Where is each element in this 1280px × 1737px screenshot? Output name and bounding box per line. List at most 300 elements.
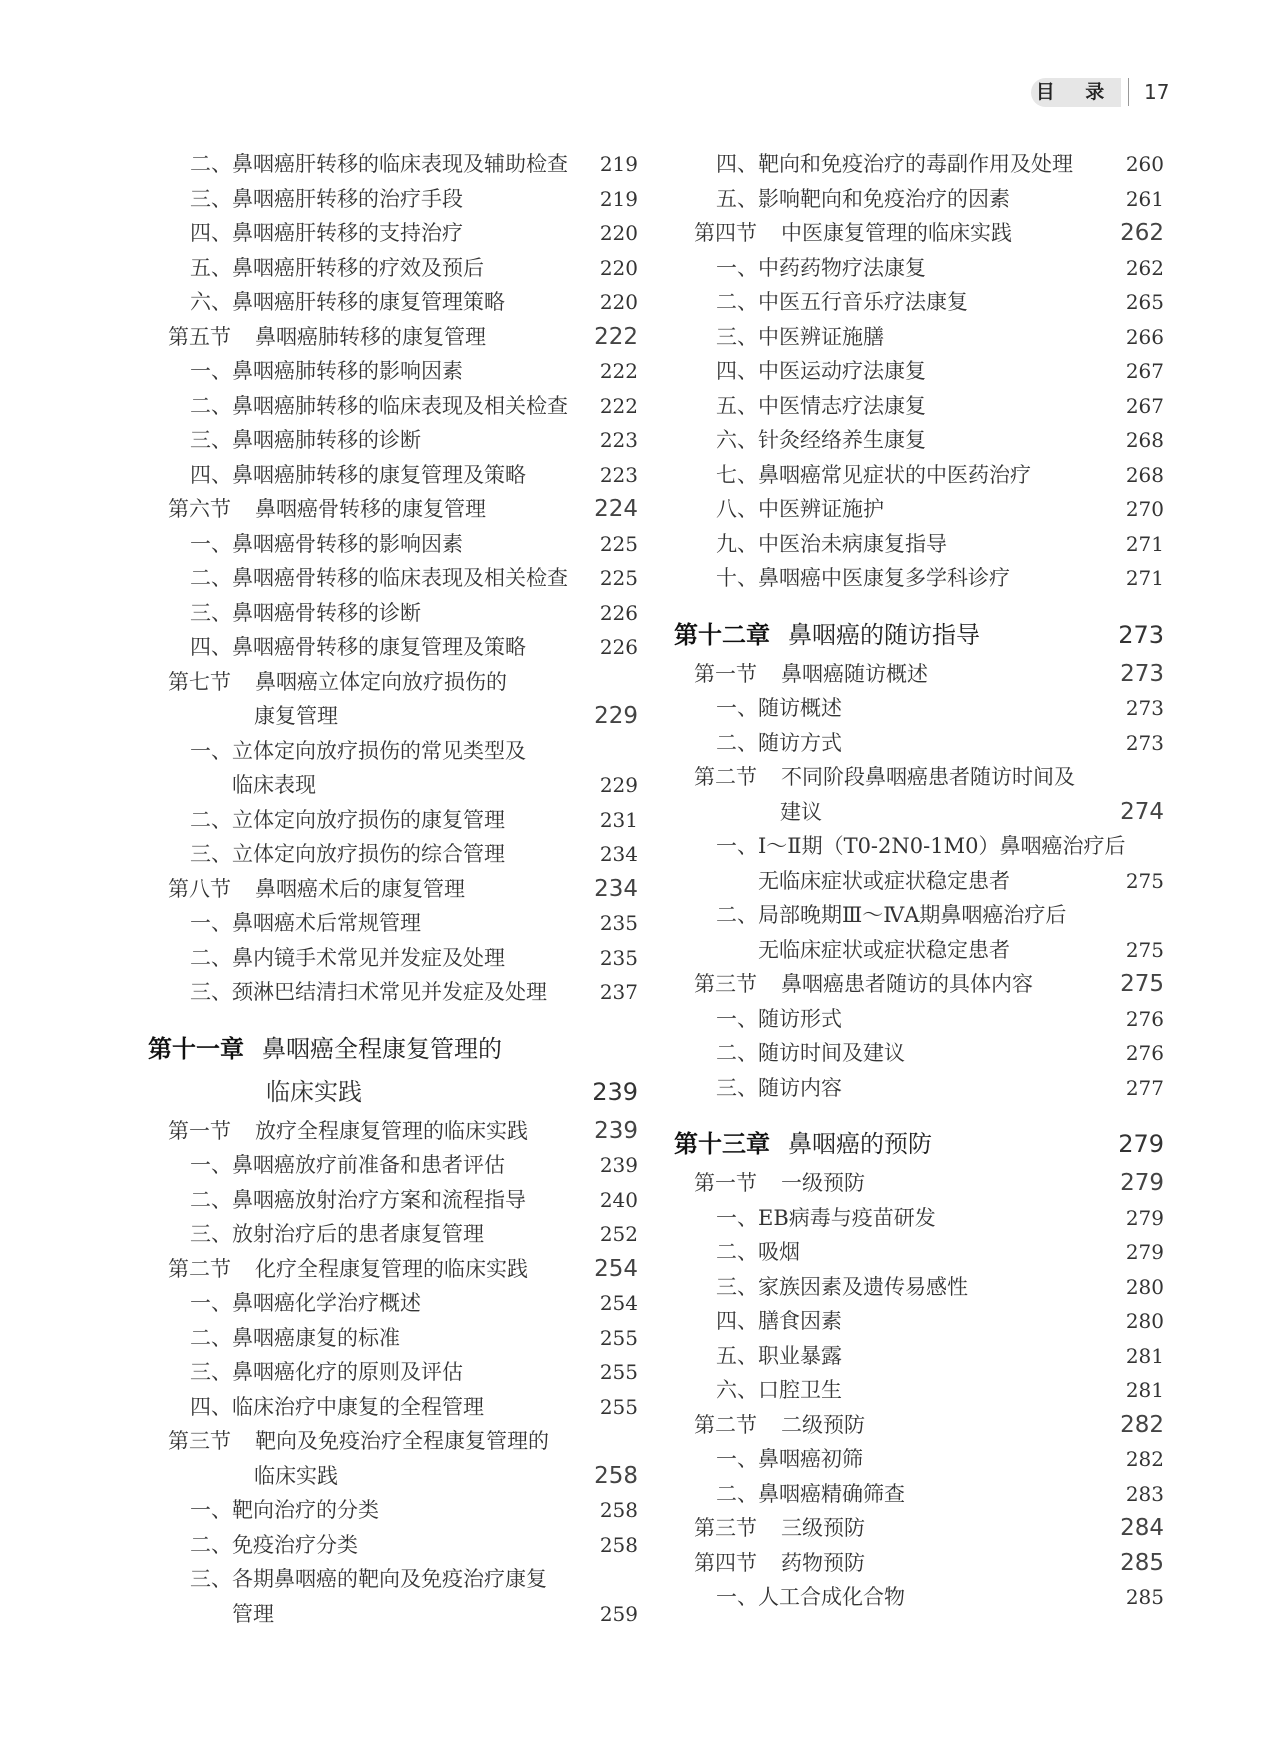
toc-entry-title-text: 三、颈淋巴结清扫术常见并发症及处理: [190, 980, 547, 1004]
toc-chapter-entry[interactable]: [674, 1123, 1164, 1166]
toc-entry-title: [716, 492, 884, 527]
toc-item-entry[interactable]: [148, 216, 638, 251]
toc-entry-title-text: 中医康复管理的临床实践: [781, 221, 1012, 245]
toc-item-entry[interactable]: [674, 1339, 1164, 1374]
toc-item-entry[interactable]: [674, 1270, 1164, 1305]
toc-item-entry[interactable]: [148, 423, 638, 458]
toc-left-column: [148, 147, 638, 1631]
toc-page-number: 281: [1125, 1378, 1164, 1402]
toc-entry-title-text: 二、局部晚期Ⅲ～ⅣA期鼻咽癌治疗后: [716, 903, 1067, 927]
toc-entry-title: [716, 726, 842, 761]
toc-item-entry[interactable]: [674, 1201, 1164, 1236]
toc-entry-title: [190, 1217, 484, 1252]
toc-entry-title: [190, 1183, 526, 1218]
toc-page-number: 267: [1125, 393, 1164, 418]
toc-entry-title-text: 二、鼻咽癌康复的标准: [190, 1325, 400, 1350]
toc-entry-title: [716, 829, 1125, 898]
toc-entry-label: 第一节: [694, 1171, 757, 1195]
toc-entry-title-text: 三、中医辨证施膳: [716, 324, 884, 349]
toc-entry-title-text: 二、鼻咽癌肝转移的临床表现及辅助检查: [190, 152, 568, 176]
toc-entry-title: [190, 458, 526, 493]
toc-item-entry[interactable]: [674, 1442, 1164, 1477]
toc-entry-title: [190, 1528, 358, 1563]
toc-entry-title: [716, 182, 1010, 217]
toc-page-number: 255: [599, 1325, 638, 1350]
toc-entry-title-text: 一、鼻咽癌初筛: [716, 1447, 863, 1471]
toc-entry-title: [716, 458, 1031, 493]
toc-page-number: 285: [1120, 1549, 1164, 1576]
toc-right-column: [674, 147, 1164, 1615]
toc-entry-title: [716, 147, 1073, 182]
toc-page-number: 254: [594, 1255, 638, 1282]
toc-entry-title-text: 不同阶段鼻咽癌患者随访时间及: [781, 765, 1075, 789]
toc-entry-title-text: 四、鼻咽癌骨转移的康复管理及策略: [190, 635, 526, 659]
toc-page-number: 279: [1125, 1240, 1164, 1264]
toc-entry-label: 第三节: [168, 1429, 231, 1453]
toc-page-number: 280: [1125, 1309, 1164, 1333]
toc-entry-title-text: 三、鼻咽癌肺转移的诊断: [190, 428, 421, 452]
toc-page-number: 255: [599, 1394, 638, 1419]
toc-item-entry[interactable]: [148, 630, 638, 665]
toc-page-number: 222: [599, 393, 638, 418]
toc-page-number: 225: [599, 531, 638, 556]
toc-entry-title-text: 四、临床治疗中康复的全程管理: [190, 1394, 484, 1419]
toc-page-number: 276: [1125, 1041, 1164, 1065]
toc-item-entry[interactable]: [148, 458, 638, 493]
toc-item-entry[interactable]: [674, 492, 1164, 527]
toc-entry-title-text: 四、膳食因素: [716, 1309, 842, 1333]
toc-entry-title: [694, 967, 1033, 1002]
toc-item-entry[interactable]: [148, 251, 638, 286]
toc-item-entry[interactable]: [674, 527, 1164, 562]
toc-entry-title-text: 鼻咽癌骨转移的康复管理: [255, 497, 486, 521]
toc-entry-title-text: 二、鼻咽癌放射治疗方案和流程指导: [190, 1187, 526, 1212]
toc-chapter-entry[interactable]: [148, 1028, 638, 1114]
toc-section-entry[interactable]: [148, 1252, 638, 1287]
toc-page-number: 226: [599, 635, 638, 659]
toc-item-entry[interactable]: [674, 1580, 1164, 1615]
toc-entry-title: [716, 251, 926, 286]
toc-section-entry[interactable]: [674, 657, 1164, 692]
toc-entry-title-continued: 管理: [232, 1601, 274, 1626]
toc-entry-title-text: 五、中医情志疗法康复: [716, 393, 926, 418]
toc-entry-title-text: 鼻咽癌随访概述: [781, 661, 928, 686]
toc-page-number: 223: [599, 428, 638, 452]
toc-page-number: 273: [1125, 730, 1164, 755]
toc-entry-label: 第二节: [694, 765, 757, 789]
toc-item-entry[interactable]: [674, 458, 1164, 493]
toc-entry-title: [190, 941, 505, 976]
toc-entry-title: [716, 898, 1066, 967]
toc-entry-label: 第二节: [168, 1256, 231, 1281]
toc-page-number: 266: [1125, 324, 1164, 349]
toc-page-number: 239: [599, 1153, 638, 1177]
toc-page-number: 275: [1125, 937, 1164, 962]
toc-entry-label: 第四节: [694, 1550, 757, 1575]
toc-item-entry[interactable]: [674, 1071, 1164, 1106]
toc-page-number: 268: [1125, 462, 1164, 487]
toc-entry-title-text: 鼻咽癌全程康复管理的: [262, 1034, 502, 1063]
toc-page-number: 235: [599, 911, 638, 935]
toc-entry-title: [190, 1562, 547, 1631]
toc-entry-title-text: 九、中医治未病康复指导: [716, 531, 947, 556]
header-page-number: 17: [1144, 80, 1170, 104]
toc-item-entry[interactable]: [674, 1477, 1164, 1512]
toc-entry-title-text: 一、EB病毒与疫苗研发: [716, 1205, 936, 1230]
toc-page-number: 273: [1120, 660, 1164, 687]
toc-entry-title-text: 一级预防: [781, 1171, 865, 1195]
toc-item-entry[interactable]: [148, 803, 638, 838]
toc-entry-title-text: 二、鼻咽癌肺转移的临床表现及相关检查: [190, 393, 568, 418]
toc-item-entry[interactable]: [148, 147, 638, 182]
toc-entry-title-text: 一、Ⅰ～Ⅱ期（T0-2N0-1M0）鼻咽癌治疗后: [716, 834, 1126, 858]
toc-entry-title: [148, 1028, 502, 1114]
toc-entry-title: [716, 285, 968, 320]
toc-entry-title: [168, 1114, 528, 1149]
toc-page-number: 234: [594, 875, 638, 902]
toc-entry-title-text: 八、中医辨证施护: [716, 497, 884, 521]
toc-entry-title: [716, 691, 842, 726]
toc-entry-title: [716, 1036, 905, 1071]
toc-entry-label: 第一节: [694, 661, 757, 686]
toc-item-entry[interactable]: [674, 726, 1164, 761]
toc-page-number: 234: [599, 842, 638, 866]
toc-section-entry[interactable]: [674, 1511, 1164, 1546]
toc-entry-title: [716, 320, 884, 355]
toc-entry-title: [190, 1390, 484, 1425]
toc-section-entry[interactable]: [148, 1114, 638, 1149]
toc-entry-title: [168, 665, 507, 734]
toc-item-entry[interactable]: [148, 527, 638, 562]
toc-page-number: 254: [599, 1291, 638, 1315]
toc-entry-title-text: 一、鼻咽癌骨转移的影响因素: [190, 531, 463, 556]
toc-item-entry[interactable]: [674, 898, 1164, 967]
toc-page-number: 284: [1120, 1515, 1164, 1541]
toc-item-entry[interactable]: [148, 354, 638, 389]
toc-item-entry[interactable]: [674, 354, 1164, 389]
toc-item-entry[interactable]: [674, 561, 1164, 596]
toc-item-entry[interactable]: [674, 691, 1164, 726]
toc-section-entry[interactable]: [674, 1546, 1164, 1581]
toc-page-number: 222: [599, 359, 638, 383]
toc-entry-label: 第一节: [168, 1118, 231, 1143]
toc-chapter-entry[interactable]: [674, 614, 1164, 657]
toc-section-entry[interactable]: [148, 320, 638, 355]
toc-item-entry[interactable]: [148, 734, 638, 803]
toc-item-entry[interactable]: [148, 1355, 638, 1390]
toc-item-entry[interactable]: [674, 1002, 1164, 1037]
toc-item-entry[interactable]: [674, 1373, 1164, 1408]
toc-entry-title: [694, 1511, 865, 1546]
toc-entry-title-text: 三、随访内容: [716, 1075, 842, 1100]
toc-entry-label: 第五节: [168, 324, 231, 349]
toc-entry-title-text: 一、鼻咽癌放疗前准备和患者评估: [190, 1153, 505, 1177]
toc-section-entry[interactable]: [148, 492, 638, 527]
toc-entry-title: [168, 1252, 528, 1287]
toc-entry-title: [190, 285, 505, 320]
toc-entry-title-continued: 临床实践: [254, 1463, 338, 1488]
toc-entry-title: [716, 1477, 905, 1512]
toc-item-entry[interactable]: [674, 251, 1164, 286]
toc-item-entry[interactable]: [148, 1390, 638, 1425]
toc-page-number: 261: [1125, 186, 1164, 211]
toc-item-entry[interactable]: [148, 182, 638, 217]
toc-entry-title: [716, 561, 1010, 596]
toc-entry-title-text: 四、中医运动疗法康复: [716, 359, 926, 383]
toc-page-number: 282: [1120, 1411, 1164, 1438]
toc-section-entry[interactable]: [674, 967, 1164, 1002]
toc-item-entry[interactable]: [148, 285, 638, 320]
toc-entry-title: [190, 596, 421, 631]
toc-entry-title-text: 十、鼻咽癌中医康复多学科诊疗: [716, 566, 1010, 590]
toc-entry-title-text: 二、随访方式: [716, 730, 842, 755]
toc-entry-title: [716, 1339, 842, 1374]
toc-page-number: 281: [1125, 1343, 1164, 1368]
toc-entry-title-text: 化疗全程康复管理的临床实践: [255, 1256, 528, 1281]
toc-page-number: 285: [1125, 1585, 1164, 1609]
toc-entry-label: 第十二章: [674, 620, 770, 649]
toc-entry-title: [168, 1424, 549, 1493]
toc-item-entry[interactable]: [148, 1528, 638, 1563]
toc-item-entry[interactable]: [148, 1183, 638, 1218]
toc-entry-title: [190, 1286, 421, 1321]
toc-entry-title: [190, 389, 568, 424]
toc-item-entry[interactable]: [148, 596, 638, 631]
toc-entry-label: 第七节: [168, 669, 231, 694]
toc-page-number: 220: [599, 290, 638, 314]
toc-section-entry[interactable]: [674, 216, 1164, 251]
toc-page-number: 220: [599, 255, 638, 280]
toc-entry-label: 第八节: [168, 876, 231, 901]
toc-entry-title-text: 鼻咽癌立体定向放疗损伤的: [255, 669, 507, 694]
toc-page-number: 279: [1125, 1205, 1164, 1230]
toc-item-entry[interactable]: [148, 975, 638, 1010]
toc-entry-title-text: 三、家族因素及遗传易感性: [716, 1274, 968, 1299]
toc-section-entry[interactable]: [674, 1408, 1164, 1443]
toc-section-entry[interactable]: [148, 1424, 638, 1493]
toc-entry-title-text: 二、立体定向放疗损伤的康复管理: [190, 807, 505, 832]
toc-entry-title-text: 六、针灸经络养生康复: [716, 428, 926, 452]
toc-entry-title: [190, 1355, 463, 1390]
toc-page-number: 223: [599, 462, 638, 487]
toc-page-number: 265: [1125, 290, 1164, 314]
toc-entry-title-text: 三级预防: [781, 1516, 865, 1540]
toc-entry-title-text: 二、鼻咽癌精确筛查: [716, 1481, 905, 1506]
toc-page-number: 237: [599, 980, 638, 1004]
toc-entry-title: [694, 1166, 865, 1201]
toc-page-number: 235: [599, 945, 638, 970]
toc-entry-title-text: 五、影响靶向和免疫治疗的因素: [716, 186, 1010, 211]
toc-page-number: 222: [594, 323, 638, 350]
toc-page-number: 267: [1125, 359, 1164, 383]
toc-item-entry[interactable]: [674, 320, 1164, 355]
toc-item-entry[interactable]: [674, 285, 1164, 320]
toc-entry-title-text: 二、随访时间及建议: [716, 1041, 905, 1065]
toc-page-number: 262: [1125, 255, 1164, 280]
toc-entry-title-continued: 临床实践: [266, 1077, 362, 1106]
toc-entry-label: 第十三章: [674, 1130, 770, 1158]
toc-entry-title: [168, 320, 486, 355]
toc-entry-title-text: 三、放射治疗后的患者康复管理: [190, 1222, 484, 1246]
toc-page-number: 225: [599, 566, 638, 590]
toc-entry-title-text: 二级预防: [781, 1412, 865, 1437]
toc-entry-title-continued: 建议: [780, 799, 822, 824]
toc-entry-title: [716, 1201, 936, 1236]
toc-page-number: 229: [599, 773, 638, 797]
toc-item-entry[interactable]: [674, 1304, 1164, 1339]
toc-entry-label: 第二节: [694, 1412, 757, 1437]
toc-entry-title-text: 三、立体定向放疗损伤的综合管理: [190, 842, 505, 866]
toc-item-entry[interactable]: [148, 906, 638, 941]
toc-item-entry[interactable]: [674, 389, 1164, 424]
toc-page-number: 273: [1125, 696, 1164, 720]
toc-entry-title-text: 一、鼻咽癌术后常规管理: [190, 911, 421, 935]
toc-page-number: 239: [594, 1117, 638, 1144]
toc-page-number: 262: [1120, 220, 1164, 246]
toc-entry-title: [716, 1270, 968, 1305]
toc-entry-title-text: 一、鼻咽癌化学治疗概述: [190, 1291, 421, 1315]
toc-item-entry[interactable]: [148, 1217, 638, 1252]
toc-page-number: 229: [594, 703, 638, 729]
toc-entry-title-continued: 无临床症状或症状稳定患者: [758, 937, 1010, 962]
toc-page-number: 275: [1125, 868, 1164, 893]
toc-item-entry[interactable]: [674, 1235, 1164, 1270]
toc-item-entry[interactable]: [148, 837, 638, 872]
toc-entry-title-text: 靶向及免疫治疗全程康复管理的: [255, 1429, 549, 1453]
toc-page-number: 258: [594, 1462, 638, 1489]
toc-entry-title: [190, 975, 547, 1010]
toc-entry-title: [190, 216, 463, 251]
toc-page-number: 279: [1120, 1170, 1164, 1196]
header-section-label: 目 录: [1031, 78, 1121, 107]
toc-page-number: 271: [1125, 566, 1164, 590]
toc-section-entry[interactable]: [148, 665, 638, 734]
toc-entry-label: 第十一章: [148, 1034, 244, 1063]
toc-entry-title: [168, 872, 465, 907]
toc-entry-title-text: 三、鼻咽癌骨转移的诊断: [190, 600, 421, 625]
toc-item-entry[interactable]: [148, 389, 638, 424]
toc-entry-title: [190, 354, 463, 389]
toc-entry-title: [716, 527, 947, 562]
toc-entry-title: [694, 760, 1075, 829]
toc-entry-title-text: 三、各期鼻咽癌的靶向及免疫治疗康复: [190, 1567, 547, 1591]
toc-entry-title-text: 一、靶向治疗的分类: [190, 1498, 379, 1522]
toc-entry-title: [674, 614, 980, 657]
toc-item-entry[interactable]: [148, 1493, 638, 1528]
toc-entry-title: [716, 1002, 842, 1037]
toc-entry-title-text: 放疗全程康复管理的临床实践: [255, 1118, 528, 1143]
toc-page-number: 224: [594, 496, 638, 522]
toc-entry-title-text: 二、鼻咽癌骨转移的临床表现及相关检查: [190, 566, 568, 590]
toc-page-number: 231: [599, 807, 638, 832]
toc-entry-title-text: 二、免疫治疗分类: [190, 1532, 358, 1557]
toc-page-number: 258: [599, 1532, 638, 1557]
toc-page-number: 277: [1125, 1075, 1164, 1100]
toc-page-number: 274: [1120, 798, 1164, 825]
toc-entry-title: [190, 1321, 400, 1356]
toc-item-entry[interactable]: [674, 829, 1164, 898]
toc-page-number: 255: [599, 1360, 638, 1384]
toc-item-entry[interactable]: [674, 182, 1164, 217]
toc-page-number: 259: [599, 1601, 638, 1626]
toc-page-number: 279: [1118, 1130, 1164, 1158]
toc-entry-title: [716, 423, 926, 458]
toc-entry-title: [190, 527, 463, 562]
toc-entry-title-continued: 临床表现: [232, 773, 316, 797]
toc-entry-title-text: 六、鼻咽癌肝转移的康复管理策略: [190, 290, 505, 314]
toc-entry-title-text: 二、吸烟: [716, 1240, 800, 1264]
toc-page-number: 283: [1125, 1481, 1164, 1506]
toc-item-entry[interactable]: [148, 941, 638, 976]
toc-page-number: 219: [599, 186, 638, 211]
toc-item-entry[interactable]: [674, 1036, 1164, 1071]
toc-entry-title-text: 三、鼻咽癌化疗的原则及评估: [190, 1360, 463, 1384]
toc-item-entry[interactable]: [148, 1321, 638, 1356]
toc-entry-label: 第四节: [694, 221, 757, 245]
toc-entry-title-text: 五、鼻咽癌肝转移的疗效及预后: [190, 255, 484, 280]
toc-entry-title-text: 四、鼻咽癌肺转移的康复管理及策略: [190, 462, 526, 487]
toc-entry-title: [190, 182, 463, 217]
toc-section-entry[interactable]: [674, 1166, 1164, 1201]
toc-entry-title-text: 一、立体定向放疗损伤的常见类型及: [190, 738, 526, 763]
toc-entry-title: [694, 1408, 865, 1443]
toc-section-entry[interactable]: [674, 760, 1164, 829]
toc-entry-title-text: 七、鼻咽癌常见症状的中医药治疗: [716, 462, 1031, 487]
toc-entry-title-text: 五、职业暴露: [716, 1343, 842, 1368]
toc-entry-title-text: 鼻咽癌的随访指导: [788, 620, 980, 649]
toc-entry-title-text: 一、人工合成化合物: [716, 1585, 905, 1609]
toc-item-entry[interactable]: [148, 1562, 638, 1631]
toc-entry-title-text: 六、口腔卫生: [716, 1378, 842, 1402]
toc-entry-title: [190, 837, 505, 872]
toc-item-entry[interactable]: [148, 1148, 638, 1183]
toc-page-number: 282: [1125, 1447, 1164, 1471]
toc-entry-title: [716, 1235, 800, 1270]
toc-page-number: 240: [599, 1187, 638, 1212]
toc-item-entry[interactable]: [148, 1286, 638, 1321]
toc-item-entry[interactable]: [148, 561, 638, 596]
toc-item-entry[interactable]: [674, 423, 1164, 458]
toc-entry-title-text: 鼻咽癌肺转移的康复管理: [255, 324, 486, 349]
toc-entry-label: 第六节: [168, 497, 231, 521]
toc-entry-title-text: 药物预防: [781, 1550, 865, 1575]
toc-page-number: 252: [599, 1222, 638, 1246]
toc-page-number: 273: [1118, 620, 1164, 649]
toc-entry-title: [190, 803, 505, 838]
toc-entry-title: [716, 389, 926, 424]
toc-entry-title: [716, 354, 926, 389]
toc-entry-label: 第三节: [694, 972, 757, 996]
toc-entry-title: [190, 147, 568, 182]
toc-entry-title-text: 鼻咽癌术后的康复管理: [255, 876, 465, 901]
toc-page-number: 219: [599, 152, 638, 176]
toc-entry-label: 第三节: [694, 1516, 757, 1540]
toc-entry-title-text: 一、随访形式: [716, 1006, 842, 1031]
toc-section-entry[interactable]: [148, 872, 638, 907]
toc-entry-title-text: 二、鼻内镜手术常见并发症及处理: [190, 945, 505, 970]
toc-item-entry[interactable]: [674, 147, 1164, 182]
toc-entry-title: [716, 1580, 905, 1615]
toc-page-number: 226: [599, 600, 638, 625]
toc-entry-title-text: 一、鼻咽癌肺转移的影响因素: [190, 359, 463, 383]
toc-entry-title-text: 一、随访概述: [716, 696, 842, 720]
toc-page-number: 220: [599, 221, 638, 245]
toc-page-number: 271: [1125, 531, 1164, 556]
toc-page-number: 239: [592, 1077, 638, 1106]
toc-entry-title: [190, 906, 421, 941]
header-divider: [1128, 78, 1129, 106]
toc-page-number: 268: [1125, 428, 1164, 452]
